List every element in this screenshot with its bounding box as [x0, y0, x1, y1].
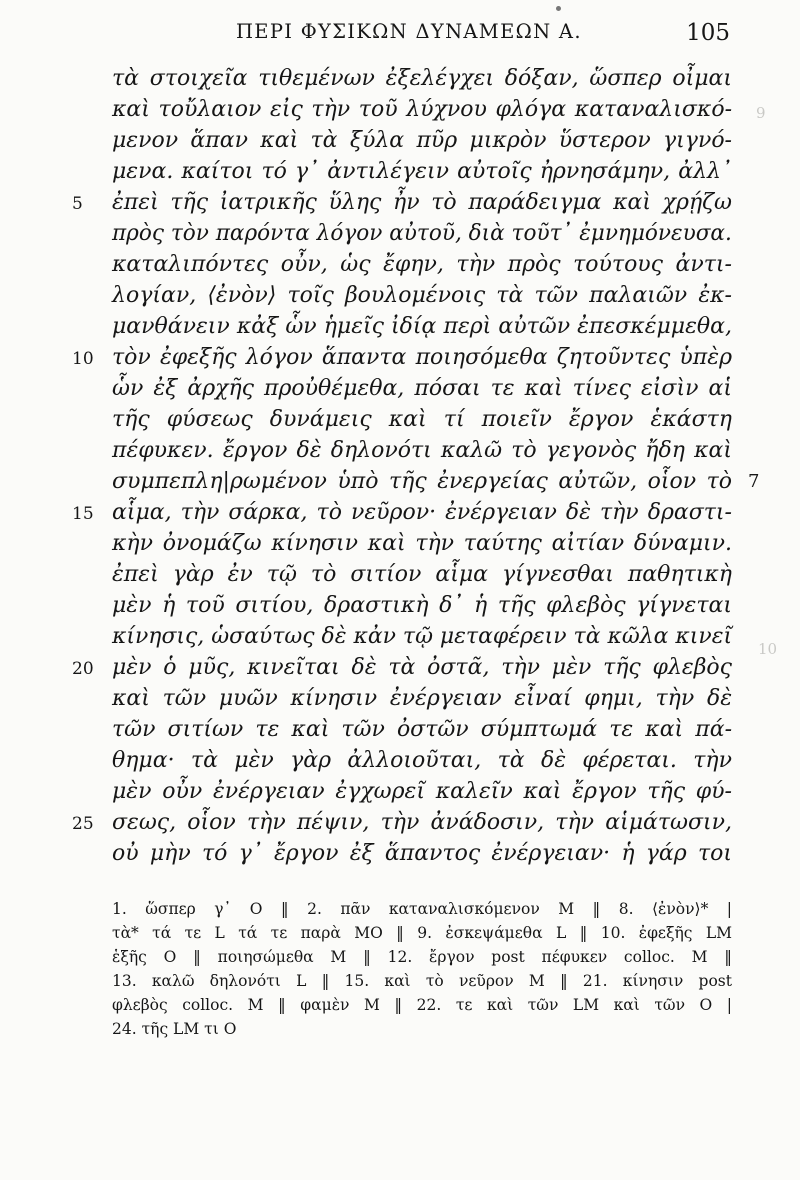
page-number: 105: [686, 20, 730, 46]
line-number: 10: [72, 349, 94, 369]
apparatus-text: 1. ὥσπερ γ᾽ O ‖ 2. πᾶν καταναλισκόμενον M ‖ 8. ⟨ἐνὸν⟩* |: [112, 900, 732, 918]
text-line: [0, 438, 800, 472]
line-text: καὶ τῶν μυῶν κίνησιν ἐνέργειαν εἶναί φημι, τὴν δὲ: [112, 686, 732, 711]
line-text: συμπεπλη|ρωμένον ὑπὸ τῆς ἐνεργείας αὐτῶν, οἷον τὸ: [112, 469, 732, 494]
text-line: [0, 562, 800, 596]
text-line: [0, 810, 800, 844]
line-text: μὲν οὖν ἐνέργειαν ἐγχωρεῖ καλεῖν καὶ ἔργον τῆς φύ-: [112, 779, 732, 804]
text-line: [0, 655, 800, 689]
text-line: [0, 717, 800, 751]
line-text: μενον ἅπαν καὶ τὰ ξύλα πῦρ μικρὸν ὕστερον γιγνό-: [112, 128, 732, 153]
line-text: πρὸς τὸν παρόντα λόγον αὐτοῦ, διὰ τοῦτ᾽ ἐμνημόνευσα.: [112, 221, 732, 246]
line-text: κίνησις, ὡσαύτως δὲ κἀν τῷ μεταφέρειν τὰ κῶλα κινεῖ: [112, 624, 733, 649]
line-text: λογίαν, ⟨ἐνὸν⟩ τοῖς βουλομένοις τὰ τῶν παλαιῶν ἐκ-: [112, 283, 732, 308]
apparatus-text: 24. τῆς LM τι O: [112, 1020, 237, 1038]
line-text: πέφυκεν. ἔργον δὲ δηλονότι καλῶ τὸ γεγονὸς ἤδη καὶ: [112, 438, 732, 463]
text-line: [0, 686, 800, 720]
line-text: μανθάνειν κἀξ ὧν ἡμεῖς ἰδίᾳ περὶ αὐτῶν ἐπεσκέμμεθα,: [112, 314, 732, 339]
apparatus-text: ἑξῆς O ‖ ποιησώμεθα M ‖ 12. ἔργον post πέφυκεν colloc. M ‖: [112, 948, 732, 966]
ink-dot: [556, 6, 561, 11]
text-line: [0, 128, 800, 162]
text-line: [0, 469, 800, 503]
line-text: κὴν ὀνομάζω κίνησιν καὶ τὴν ταύτης αἰτίαν δύναμιν.: [112, 531, 732, 556]
apparatus-line: [0, 1020, 800, 1044]
line-text: τῆς φύσεως δυνάμεις καὶ τί ποιεῖν ἔργον ἑκάστη: [112, 407, 732, 432]
margin-note: 7: [748, 471, 760, 492]
line-text: μενα. καίτοι τό γ᾽ ἀντιλέγειν αὐτοῖς ἠρνησάμην, ἀλλ᾽: [112, 159, 732, 184]
text-line: [0, 283, 800, 317]
text-line: [0, 841, 800, 875]
text-line: [0, 593, 800, 627]
line-text: σεως, οἷον τὴν πέψιν, τὴν ἀνάδοσιν, τὴν αἱμάτωσιν,: [112, 810, 732, 835]
line-number: 20: [72, 659, 94, 679]
line-text: ἐπεὶ τῆς ἰατρικῆς ὕλης ἦν τὸ παράδειγμα καὶ χρῄζω: [112, 190, 732, 215]
apparatus-line: [0, 924, 800, 948]
running-head: [0, 20, 800, 50]
bleed-through-mark: 10: [758, 640, 778, 658]
line-text: αἷμα, τὴν σάρκα, τὸ νεῦρον· ἐνέργειαν δὲ τὴν δραστι-: [112, 500, 732, 525]
text-line: [0, 314, 800, 348]
apparatus-line: [0, 996, 800, 1020]
line-number: 25: [72, 814, 94, 834]
running-title: ΠΕΡΙ ΦΥΣΙΚΩΝ ΔΥΝΑΜΕΩΝ Α.: [236, 20, 582, 43]
line-text: θημα· τὰ μὲν γὰρ ἀλλοιοῦται, τὰ δὲ φέρεται. τὴν: [112, 748, 732, 773]
text-line: [0, 345, 800, 379]
line-text: ἐπεὶ γὰρ ἐν τῷ τὸ σιτίον αἷμα γίγνεσθαι παθητικὴ: [112, 562, 732, 587]
text-line: [0, 221, 800, 255]
bleed-through-mark: 9: [756, 104, 766, 122]
text-line: [0, 376, 800, 410]
apparatus-line: [0, 900, 800, 924]
line-number: 15: [72, 504, 94, 524]
line-text: τὰ στοιχεῖα τιθεμένων ἐξελέγχει δόξαν, ὥσπερ οἶμαι: [112, 66, 732, 91]
line-text: μὲν ἡ τοῦ σιτίου, δραστικὴ δ᾽ ἡ τῆς φλεβὸς γίγνεται: [112, 593, 732, 618]
apparatus-line: [0, 948, 800, 972]
line-text: καταλιπόντες οὖν, ὡς ἔφην, τὴν πρὸς τούτους ἀντι-: [112, 252, 732, 277]
text-line: [0, 531, 800, 565]
line-text: οὐ μὴν τό γ᾽ ἔργον ἐξ ἅπαντος ἐνέργειαν· ἡ γάρ τοι: [112, 841, 732, 866]
text-line: [0, 159, 800, 193]
line-text: τὸν ἐφεξῆς λόγον ἅπαντα ποιησόμεθα ζητοῦντες ὑπὲρ: [112, 345, 732, 370]
line-text: ὧν ἐξ ἀρχῆς προὐθέμεθα, πόσαι τε καὶ τίνες εἰσὶν αἱ: [112, 376, 732, 401]
text-line: [0, 252, 800, 286]
line-text: καὶ τοὔλαιον εἰς τὴν τοῦ λύχνου φλόγα καταναλισκό-: [112, 97, 732, 122]
apparatus-text: τὰ* τά τε L τά τε παρὰ MO ‖ 9. ἐσκεψάμεθα L ‖ 10. ἐφεξῆς LM: [112, 924, 732, 942]
text-line: [0, 748, 800, 782]
text-line: [0, 407, 800, 441]
text-line: [0, 66, 800, 100]
text-line: [0, 190, 800, 224]
line-number: 5: [72, 194, 83, 214]
apparatus-text: 13. καλῶ δηλονότι L ‖ 15. καὶ τὸ νεῦρον M ‖ 21. κίνησιν post: [112, 972, 732, 990]
apparatus-line: [0, 972, 800, 996]
text-line: [0, 97, 800, 131]
text-line: [0, 624, 800, 658]
text-line: [0, 779, 800, 813]
text-line: [0, 500, 800, 534]
apparatus-text: φλεβὸς colloc. M ‖ φαμὲν M ‖ 22. τε καὶ τῶν LM καὶ τῶν O |: [112, 996, 732, 1014]
line-text: τῶν σιτίων τε καὶ τῶν ὀστῶν σύμπτωμά τε καὶ πά-: [112, 717, 732, 742]
line-text: μὲν ὁ μῦς, κινεῖται δὲ τὰ ὀστᾶ, τὴν μὲν τῆς φλεβὸς: [112, 655, 732, 680]
